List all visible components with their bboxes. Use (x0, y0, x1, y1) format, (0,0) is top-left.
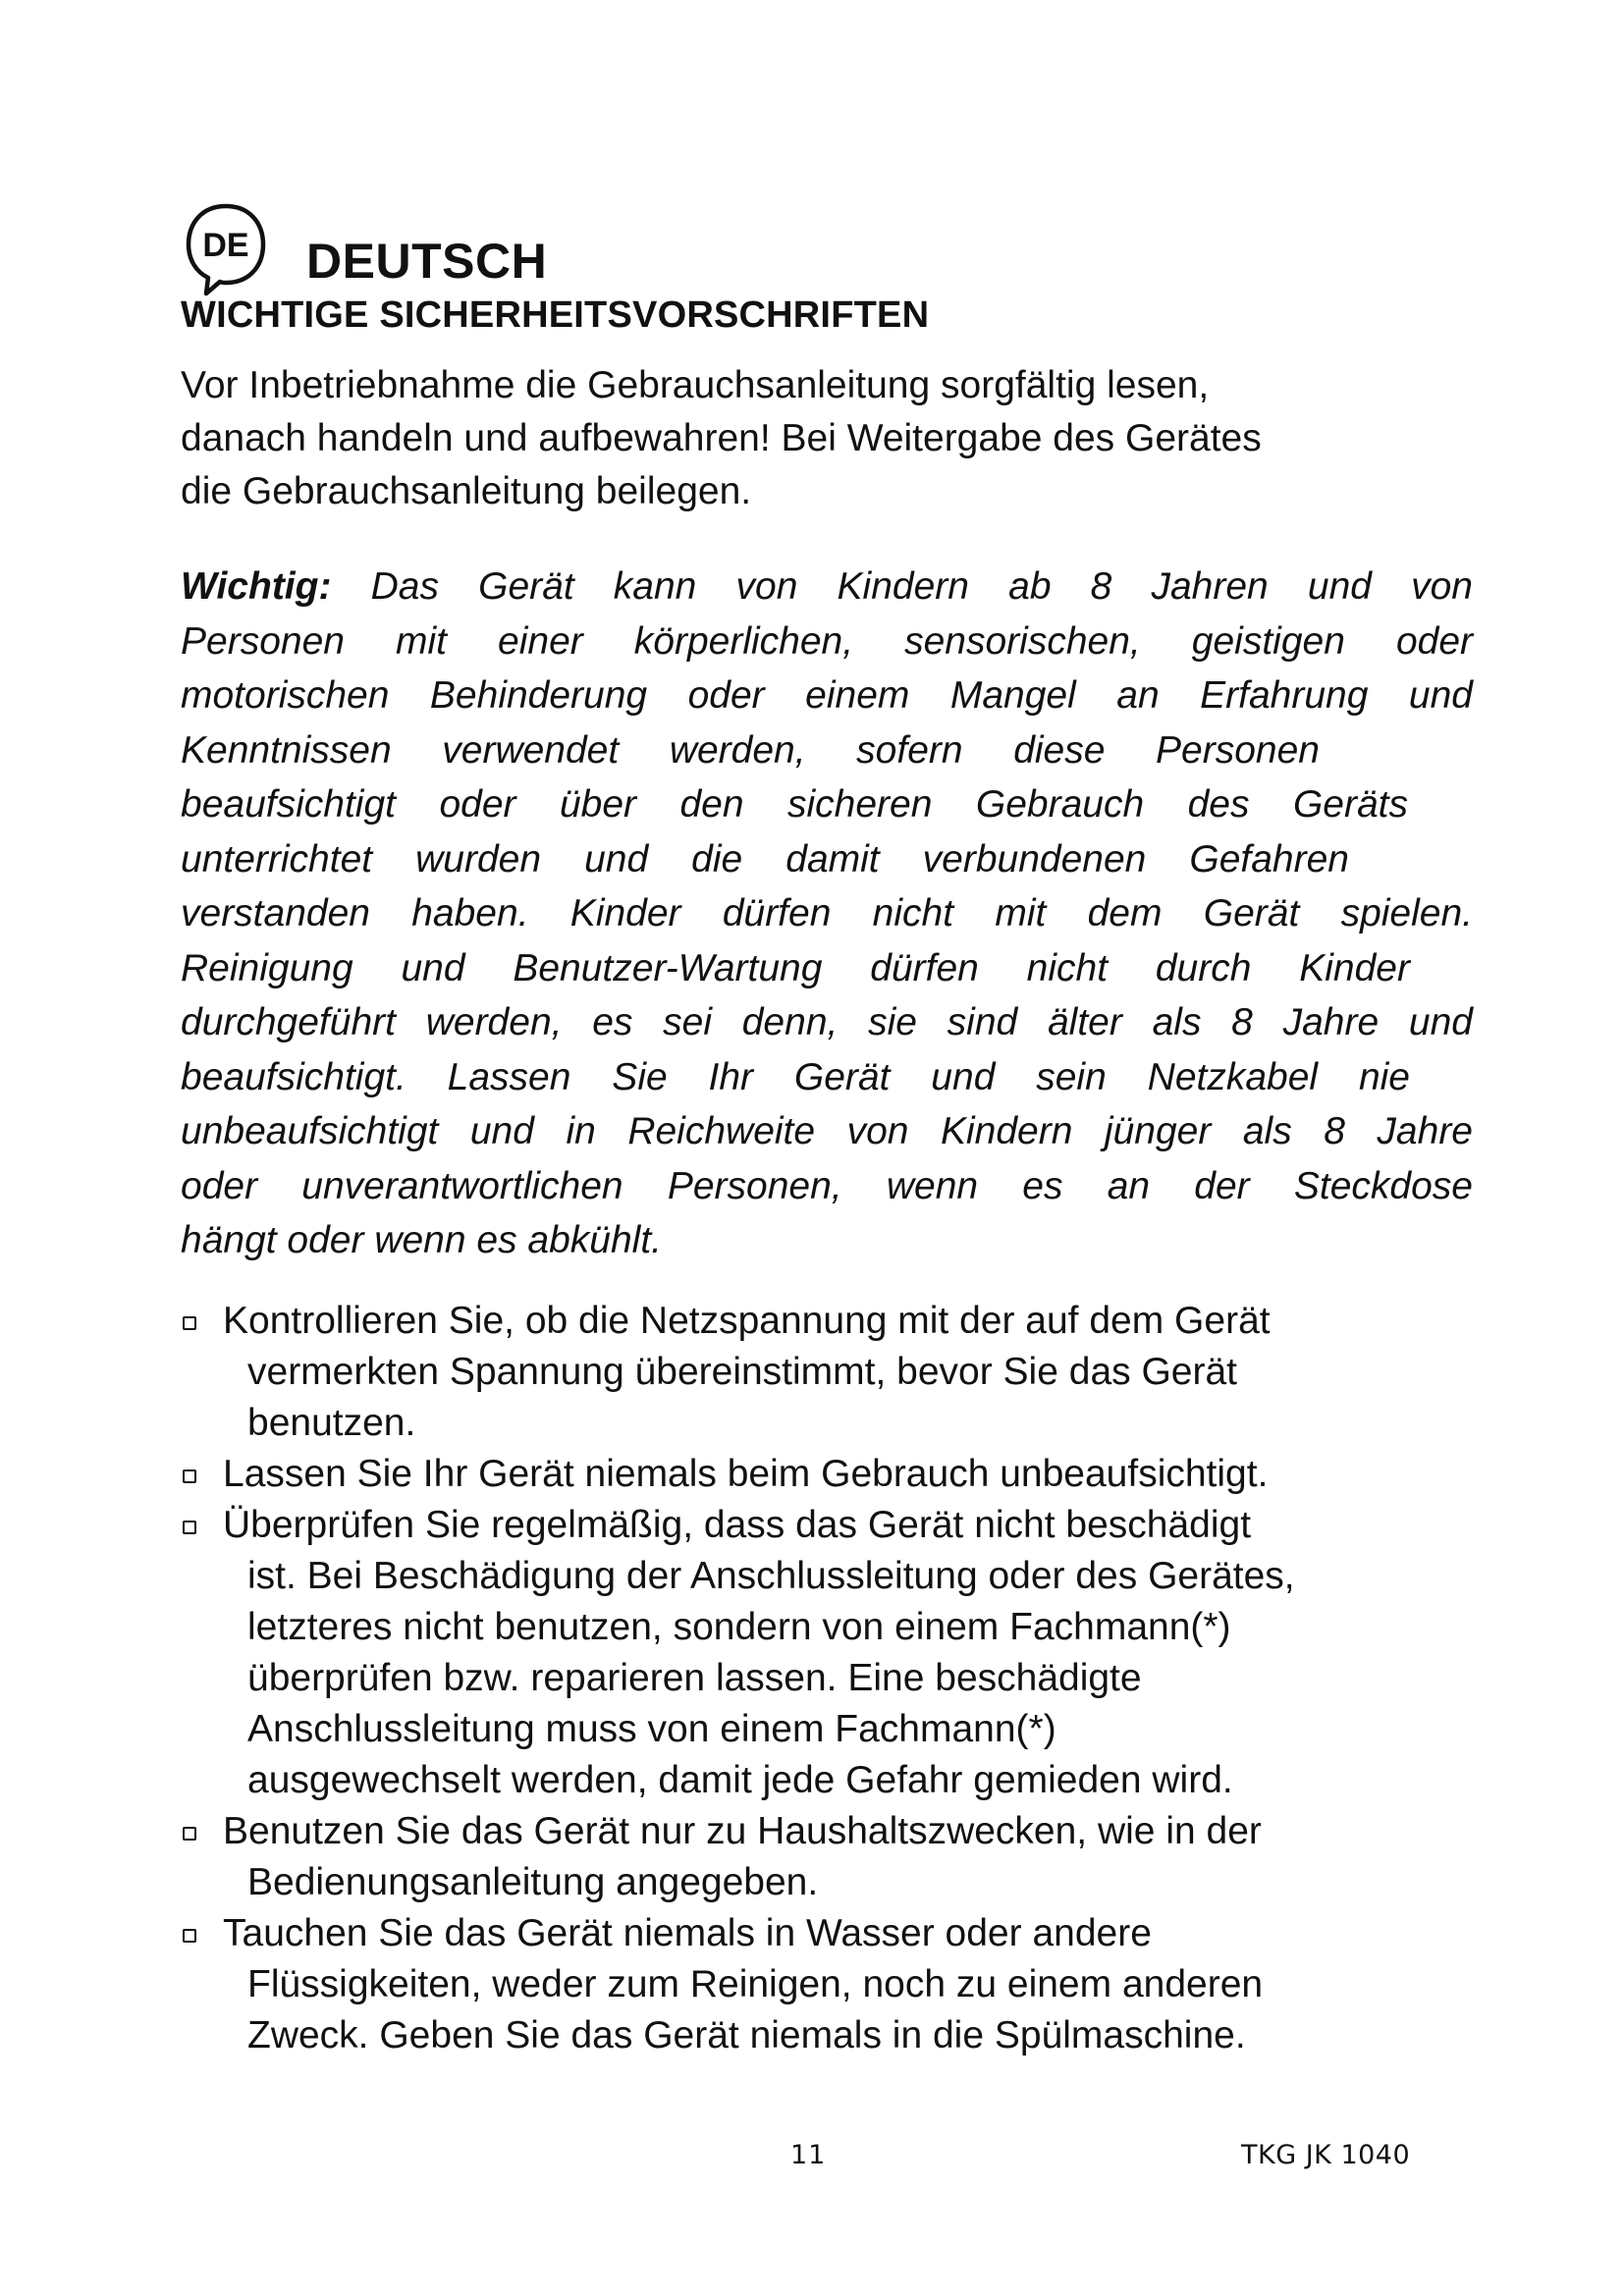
warning-line: Kenntnissen verwendet werden, sofern diese Personen (181, 728, 1320, 772)
warning-line: motorischen Behinderung oder einem Mangel an Erfahrung und (181, 674, 1473, 717)
warning-line: Personen mit einer körperlichen, sensorischen, geistigen oder (181, 619, 1473, 663)
warning-line: verstanden haben. Kinder dürfen nicht mit dem Gerät spielen. (181, 892, 1473, 934)
bullet-line: Flüssigkeiten, weder zum Reinigen, noch zu einem anderen (247, 1963, 1264, 2005)
language-header (183, 196, 547, 304)
bullet-line: Überprüfen Sie regelmäßig, dass das Gerät nicht beschädigt (223, 1504, 1252, 1546)
checkbox-bullet-icon (183, 1316, 196, 1330)
intro-line: Vor Inbetriebnahme die Gebrauchsanleitung sorgfältig lesen, (181, 364, 1210, 406)
bullet-line: Kontrollieren Sie, ob die Netzspannung mit der auf dem Gerät (223, 1300, 1271, 1342)
language-badge-text: DE (202, 227, 249, 264)
safety-bullet-list (181, 1296, 1477, 2061)
warning-first-line-text: Das Gerät kann von Kindern ab 8 Jahren und von (370, 565, 1473, 608)
bullet-line: überprüfen bzw. reparieren lassen. Eine beschädigte (247, 1657, 1142, 1699)
warning-line: durchgeführt werden, es sei denn, sie sind älter als 8 Jahre und (181, 1001, 1473, 1043)
warning-line: Reinigung und Benutzer-Wartung dürfen nicht durch Kinder (181, 946, 1410, 989)
list-item (181, 1806, 1477, 1908)
bullet-line: Bedienungsanleitung angegeben. (247, 1861, 819, 1903)
language-title: DEUTSCH (306, 234, 548, 289)
page-number: 11 (790, 2140, 827, 2170)
list-item (181, 1908, 1477, 2061)
bullet-line: Lassen Sie Ihr Gerät niemals beim Gebrauch unbeaufsichtigt. (223, 1453, 1269, 1495)
intro-line: danach handeln und aufbewahren! Bei Weitergabe des Gerätes (181, 417, 1262, 459)
warning-paragraph (181, 560, 1473, 1268)
checkbox-bullet-icon (183, 1929, 196, 1943)
bullet-line: ist. Bei Beschädigung der Anschlussleitung oder des Gerätes, (247, 1555, 1295, 1597)
list-item (181, 1500, 1477, 1806)
checkbox-bullet-icon (183, 1521, 196, 1534)
language-badge-icon (183, 201, 269, 299)
bullet-line: ausgewechselt werden, damit jede Gefahr gemieden wird. (247, 1759, 1233, 1801)
list-item (181, 1296, 1477, 1449)
intro-paragraph (181, 359, 1457, 518)
warning-line: hängt oder wenn es abkühlt. (181, 1219, 663, 1261)
warning-line: beaufsichtigt oder über den sicheren Gebrauch des Geräts (181, 783, 1408, 826)
warning-line: oder unverantwortlichen Personen, wenn es an der Steckdose (181, 1164, 1473, 1207)
warning-line: unbeaufsichtigt und in Reichweite von Kindern jünger als 8 Jahre (181, 1110, 1473, 1152)
checkbox-bullet-icon (183, 1469, 196, 1483)
bullet-line: Anschlussleitung muss von einem Fachmann(*) (247, 1708, 1056, 1750)
warning-line: unterrichtet wurden und die damit verbundenen Gefahren (181, 837, 1349, 881)
bullet-line: Benutzen Sie das Gerät nur zu Haushaltszwecken, wie in der (223, 1810, 1262, 1852)
checkbox-bullet-icon (183, 1827, 196, 1841)
bullet-line: vermerkten Spannung übereinstimmt, bevor Sie das Gerät (247, 1351, 1238, 1393)
warning-line (181, 560, 1473, 614)
bullet-line: Zweck. Geben Sie das Gerät niemals in die Spülmaschine. (247, 2014, 1246, 2056)
warning-line: beaufsichtigt. Lassen Sie Ihr Gerät und sein Netzkabel nie (181, 1055, 1410, 1098)
bullet-line: letzteres nicht benutzen, sondern von einem Fachmann(*) (247, 1606, 1231, 1648)
intro-line: die Gebrauchsanleitung beilegen. (181, 470, 752, 512)
list-item (181, 1449, 1477, 1500)
warning-label: Wichtig: (181, 565, 332, 608)
model-number: TKG JK 1040 (1241, 2140, 1411, 2170)
bullet-line: benutzen. (247, 1402, 416, 1444)
bullet-line: Tauchen Sie das Gerät niemals in Wasser oder andere (223, 1912, 1152, 1954)
section-title: WICHTIGE SICHERHEITSVORSCHRIFTEN (181, 294, 930, 336)
